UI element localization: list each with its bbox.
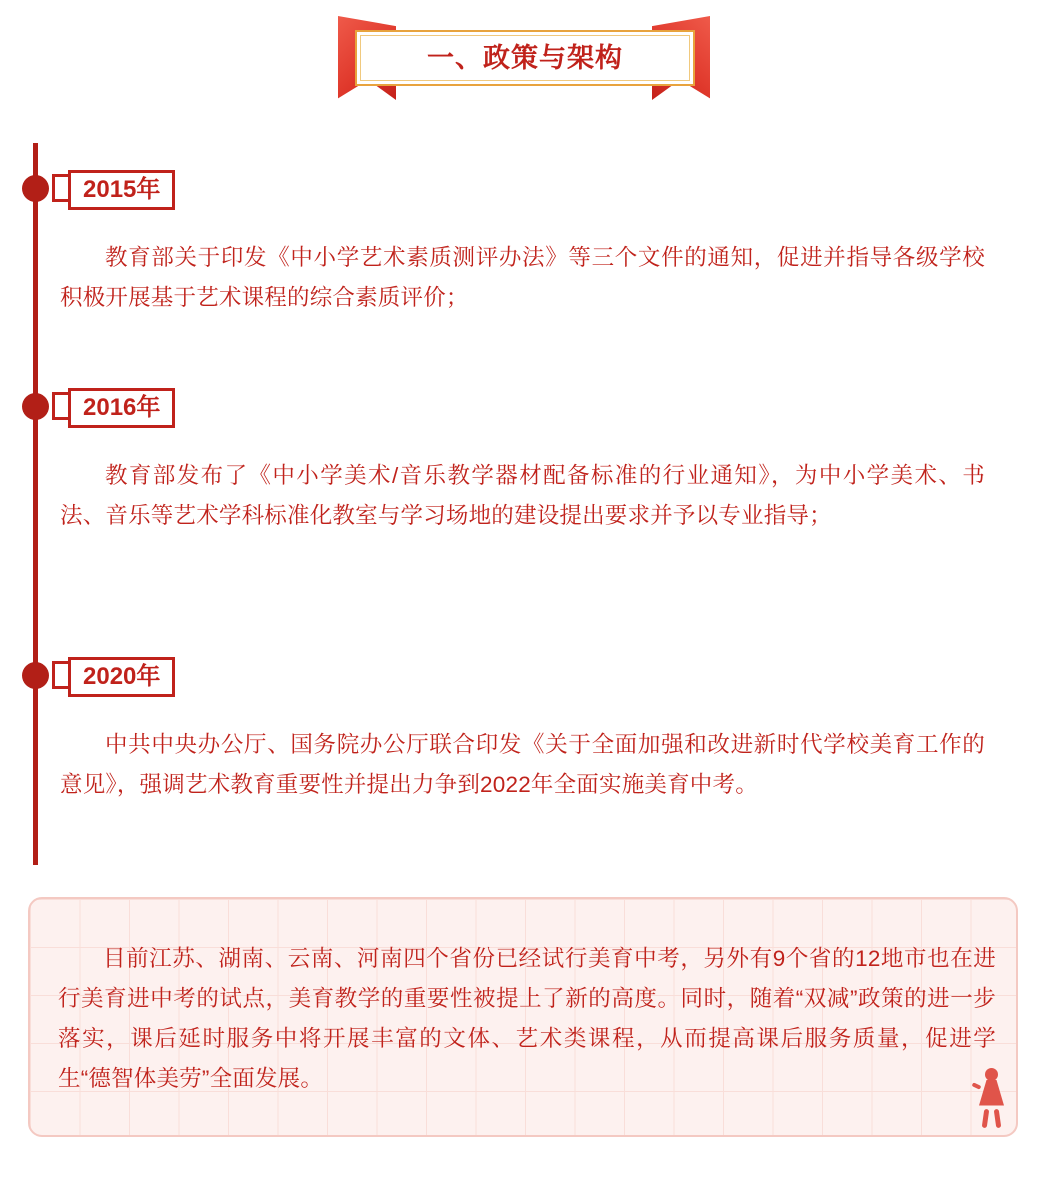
- timeline-text-2020: 中共中央办公厅、国务院办公厅联合印发《关于全面加强和改进新时代学校美育工作的意见》，强调艺术教育重要性并提出力争到2022年全面实施美育中考。: [60, 732, 985, 797]
- person-leg-left: [982, 1109, 990, 1129]
- timeline-text-2016: 教育部发布了《中小学美术/音乐教学器材配备标准的行业通知》，为中小学美术、书法、音乐等艺术学科标准化教室与学习场地的建设提出要求并予以专业指导；: [60, 463, 985, 528]
- timeline-year-2020: 2020年: [68, 657, 175, 697]
- summary-note-text: 目前江苏、湖南、云南、河南四个省份已经试行美育中考，另外有9个省的12地市也在进行美育进中考的试点，美育教学的重要性被提上了新的高度。同时，随着“双减”政策的进一步落实，课后延时服务中将开展丰富的文体、艺术类课程，从而提高课后服务质量，促进学生“德智体美劳”全面发展。: [58, 946, 996, 1091]
- summary-note-box: [28, 897, 1018, 1137]
- standing-person-icon: [968, 1068, 1016, 1130]
- timeline-dot-2020: [22, 662, 49, 689]
- timeline-axis: [33, 143, 38, 865]
- person-head: [985, 1068, 998, 1081]
- timeline-year-2015: 2015年: [68, 170, 175, 210]
- timeline-dot-2016: [22, 393, 49, 420]
- header-banner: [0, 10, 1049, 106]
- timeline-dot-2015: [22, 175, 49, 202]
- person-arm: [972, 1082, 982, 1089]
- person-leg-right: [994, 1109, 1002, 1129]
- page-title: 一、政策与架构: [427, 43, 623, 73]
- person-body: [979, 1080, 1004, 1110]
- timeline-text-2015: 教育部关于印发《中小学艺术素质测评办法》等三个文件的通知，促进并指导各级学校积极开展基于艺术课程的综合素质评价；: [60, 245, 985, 310]
- timeline-year-2016: 2016年: [68, 388, 175, 428]
